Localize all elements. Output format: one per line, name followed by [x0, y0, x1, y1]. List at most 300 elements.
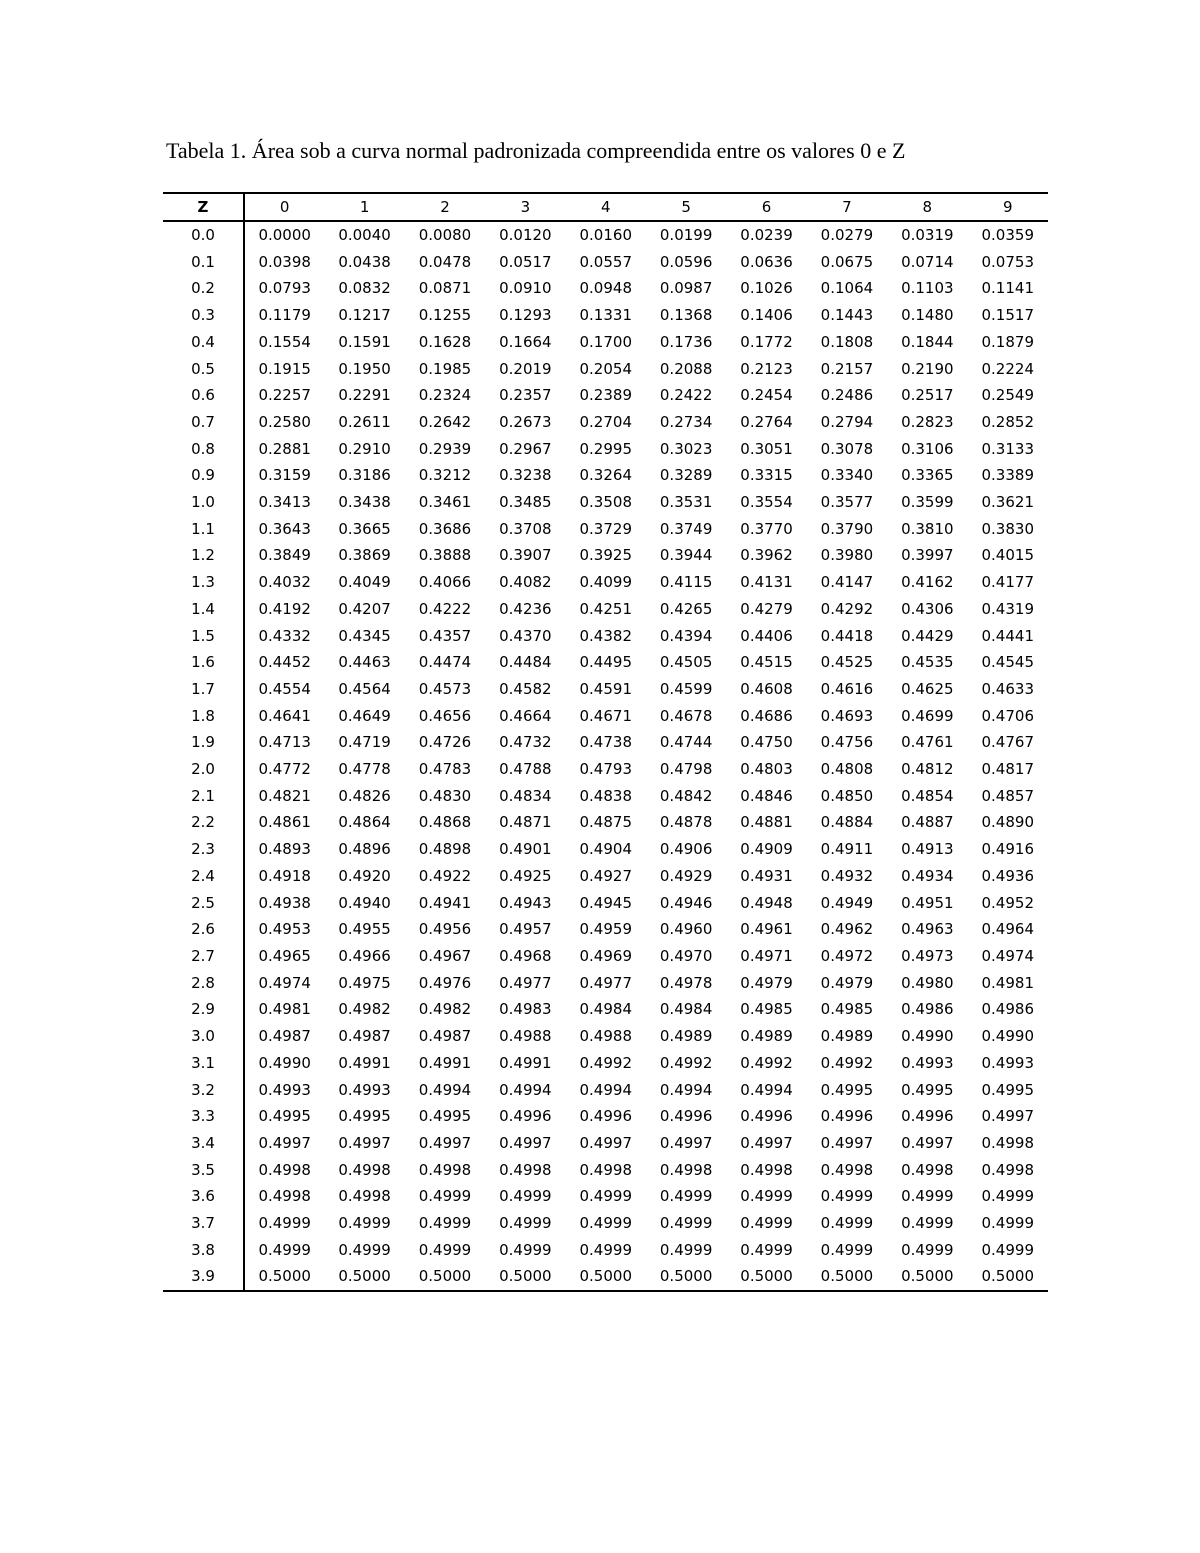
- area-value-cell: 0.0714: [901, 252, 954, 271]
- z-value-cell: 1.1: [163, 516, 244, 543]
- area-value-cell: 0.2794: [820, 412, 874, 431]
- area-value-cell: 0.4998: [820, 1160, 874, 1179]
- table-row: [163, 249, 1048, 276]
- area-value-cell: 0.5000: [324, 1263, 404, 1291]
- area-value-cell: 0.4279: [740, 599, 793, 618]
- area-value-cell: 0.4997: [659, 1133, 713, 1152]
- area-value-cell: 0.3106: [901, 439, 954, 458]
- area-value-cell: 0.4997: [579, 1133, 632, 1152]
- area-value-cell: 0.5000: [726, 1263, 806, 1291]
- area-value-cell: 0.4826: [338, 786, 391, 805]
- area-value-cell: 0.1255: [418, 306, 472, 325]
- area-value-cell: 0.2157: [820, 359, 874, 378]
- z-value-cell: 3.7: [163, 1210, 244, 1237]
- area-value-cell: 0.4049: [338, 573, 391, 592]
- area-value-cell: 0.2764: [740, 412, 793, 431]
- area-value-cell: 0.4671: [579, 706, 632, 725]
- area-value-cell: 0.2291: [338, 386, 391, 405]
- z-value-cell: 1.2: [163, 542, 244, 569]
- area-value-cell: 0.4998: [418, 1160, 472, 1179]
- area-value-cell: 0.3413: [258, 493, 311, 512]
- area-value-cell: 0.4292: [820, 599, 874, 618]
- area-value-cell: 0.0596: [659, 252, 713, 271]
- area-value-cell: 0.4857: [981, 786, 1034, 805]
- area-value-cell: 0.4131: [740, 573, 793, 592]
- area-value-cell: 0.4971: [740, 946, 793, 965]
- area-value-cell: 0.3212: [418, 466, 472, 485]
- area-value-cell: 0.0557: [579, 252, 632, 271]
- table-row: [163, 916, 1048, 943]
- table-body: [163, 221, 1048, 1291]
- area-value-cell: 0.4965: [258, 946, 311, 965]
- area-value-cell: 0.4664: [499, 706, 552, 725]
- area-value-cell: 0.5000: [968, 1263, 1048, 1291]
- area-value-cell: 0.5000: [566, 1263, 646, 1291]
- table-row: [163, 809, 1048, 836]
- area-value-cell: 0.4996: [901, 1107, 954, 1126]
- area-value-cell: 0.4306: [901, 599, 954, 618]
- area-value-cell: 0.3577: [820, 493, 874, 512]
- area-value-cell: 0.4955: [338, 920, 391, 939]
- table-row: [163, 1210, 1048, 1237]
- area-value-cell: 0.4997: [338, 1133, 391, 1152]
- table-row: [163, 970, 1048, 997]
- area-value-cell: 0.4896: [338, 840, 391, 859]
- area-value-cell: 0.4997: [258, 1133, 311, 1152]
- area-value-cell: 0.0948: [579, 279, 632, 298]
- area-value-cell: 0.4991: [499, 1053, 552, 1072]
- area-value-cell: 0.2224: [981, 359, 1034, 378]
- area-value-cell: 0.2852: [981, 412, 1034, 431]
- area-value-cell: 0.4251: [579, 599, 632, 618]
- area-value-cell: 0.4994: [418, 1080, 472, 1099]
- area-value-cell: 0.4884: [820, 813, 874, 832]
- area-value-cell: 0.1985: [418, 359, 472, 378]
- z-value-cell: 3.2: [163, 1077, 244, 1104]
- table-row: [163, 1023, 1048, 1050]
- area-value-cell: 0.3554: [740, 493, 793, 512]
- area-value-cell: 0.3643: [258, 519, 311, 538]
- z-value-cell: 0.4: [163, 329, 244, 356]
- area-value-cell: 0.4901: [499, 840, 552, 859]
- area-value-cell: 0.3708: [499, 519, 552, 538]
- area-value-cell: 0.4974: [981, 946, 1034, 965]
- table-title: Tabela 1. Área sob a curva normal padronizada compreendida entre os valores 0 e Z: [166, 138, 906, 163]
- area-value-cell: 0.4974: [258, 973, 311, 992]
- area-value-cell: 0.4999: [499, 1240, 552, 1259]
- area-value-cell: 0.4969: [579, 946, 632, 965]
- area-value-cell: 0.4177: [981, 573, 1034, 592]
- area-value-cell: 0.1026: [740, 279, 793, 298]
- area-value-cell: 0.1103: [901, 279, 954, 298]
- z-value-cell: 2.6: [163, 916, 244, 943]
- area-value-cell: 0.0871: [418, 279, 472, 298]
- area-value-cell: 0.4982: [338, 1000, 391, 1019]
- area-value-cell: 0.4989: [659, 1027, 713, 1046]
- area-value-cell: 0.4616: [820, 679, 874, 698]
- header-z: Z: [163, 193, 244, 221]
- area-value-cell: 0.4962: [820, 920, 874, 939]
- z-value-cell: 0.2: [163, 275, 244, 302]
- z-value-cell: 2.3: [163, 836, 244, 863]
- area-value-cell: 0.3264: [579, 466, 632, 485]
- area-value-cell: 0.0279: [820, 226, 874, 244]
- area-value-cell: 0.4778: [338, 760, 391, 779]
- z-value-cell: 2.7: [163, 943, 244, 970]
- area-value-cell: 0.4564: [338, 679, 391, 698]
- area-value-cell: 0.4999: [901, 1187, 954, 1206]
- area-value-cell: 0.4998: [981, 1133, 1034, 1152]
- area-value-cell: 0.4997: [740, 1133, 793, 1152]
- table-row: [163, 542, 1048, 569]
- area-value-cell: 0.4909: [740, 840, 793, 859]
- area-value-cell: 0.4999: [740, 1240, 793, 1259]
- area-value-cell: 0.4967: [418, 946, 472, 965]
- table-row: [163, 302, 1048, 329]
- header-digit: 8: [887, 193, 967, 221]
- table-row: [163, 569, 1048, 596]
- area-value-cell: 0.4988: [499, 1027, 552, 1046]
- z-value-cell: 1.9: [163, 729, 244, 756]
- area-value-cell: 0.4693: [820, 706, 874, 725]
- area-value-cell: 0.4973: [901, 946, 954, 965]
- z-value-cell: 3.6: [163, 1183, 244, 1210]
- header-digit: 6: [726, 193, 806, 221]
- area-value-cell: 0.4963: [901, 920, 954, 939]
- area-value-cell: 0.4997: [901, 1133, 954, 1152]
- area-value-cell: 0.4591: [579, 679, 632, 698]
- area-value-cell: 0.4868: [418, 813, 472, 832]
- area-value-cell: 0.4959: [579, 920, 632, 939]
- z-table: [163, 192, 1048, 1292]
- table-row: [163, 649, 1048, 676]
- area-value-cell: 0.4927: [579, 866, 632, 885]
- area-value-cell: 0.4982: [418, 1000, 472, 1019]
- z-value-cell: 0.1: [163, 249, 244, 276]
- z-value-cell: 3.1: [163, 1050, 244, 1077]
- area-value-cell: 0.4998: [740, 1160, 793, 1179]
- table-row: [163, 1077, 1048, 1104]
- area-value-cell: 0.5000: [887, 1263, 967, 1291]
- area-value-cell: 0.4992: [740, 1053, 793, 1072]
- area-value-cell: 0.4767: [981, 733, 1034, 752]
- table-row: [163, 756, 1048, 783]
- z-value-cell: 3.9: [163, 1263, 244, 1291]
- area-value-cell: 0.3438: [338, 493, 391, 512]
- area-value-cell: 0.4946: [659, 893, 713, 912]
- area-value-cell: 0.4699: [901, 706, 954, 725]
- area-value-cell: 0.1517: [981, 306, 1034, 325]
- area-value-cell: 0.3238: [499, 466, 552, 485]
- area-value-cell: 0.4999: [258, 1240, 311, 1259]
- area-value-cell: 0.1915: [258, 359, 311, 378]
- area-value-cell: 0.4990: [981, 1027, 1034, 1046]
- area-value-cell: 0.4992: [820, 1053, 874, 1072]
- area-value-cell: 0.4940: [338, 893, 391, 912]
- area-value-cell: 0.4951: [901, 893, 954, 912]
- area-value-cell: 0.1844: [901, 332, 954, 351]
- area-value-cell: 0.2580: [258, 412, 311, 431]
- area-value-cell: 0.4996: [579, 1107, 632, 1126]
- area-value-cell: 0.4998: [499, 1160, 552, 1179]
- z-value-cell: 0.0: [163, 221, 244, 249]
- area-value-cell: 0.3925: [579, 546, 632, 565]
- area-value-cell: 0.4999: [659, 1187, 713, 1206]
- area-value-cell: 0.4495: [579, 653, 632, 672]
- area-value-cell: 0.1293: [499, 306, 552, 325]
- area-value-cell: 0.4956: [418, 920, 472, 939]
- area-value-cell: 0.4162: [901, 573, 954, 592]
- area-value-cell: 0.2611: [338, 412, 391, 431]
- table-row: [163, 356, 1048, 383]
- area-value-cell: 0.4999: [981, 1187, 1034, 1206]
- area-value-cell: 0.4999: [820, 1214, 874, 1233]
- area-value-cell: 0.4633: [981, 679, 1034, 698]
- z-value-cell: 1.0: [163, 489, 244, 516]
- area-value-cell: 0.1664: [499, 332, 552, 351]
- z-value-cell: 3.5: [163, 1157, 244, 1184]
- area-value-cell: 0.4345: [338, 626, 391, 645]
- area-value-cell: 0.4998: [258, 1160, 311, 1179]
- area-value-cell: 0.1331: [579, 306, 632, 325]
- area-value-cell: 0.4756: [820, 733, 874, 752]
- z-value-cell: 3.3: [163, 1103, 244, 1130]
- area-value-cell: 0.4936: [981, 866, 1034, 885]
- area-value-cell: 0.4981: [258, 1000, 311, 1019]
- area-value-cell: 0.3159: [258, 466, 311, 485]
- area-value-cell: 0.0478: [418, 252, 472, 271]
- area-value-cell: 0.4332: [258, 626, 311, 645]
- area-value-cell: 0.4984: [659, 1000, 713, 1019]
- area-value-cell: 0.4821: [258, 786, 311, 805]
- table-row: [163, 1263, 1048, 1291]
- area-value-cell: 0.0040: [338, 226, 391, 244]
- area-value-cell: 0.3686: [418, 519, 472, 538]
- area-value-cell: 0.4934: [901, 866, 954, 885]
- area-value-cell: 0.4977: [579, 973, 632, 992]
- area-value-cell: 0.4991: [418, 1053, 472, 1072]
- area-value-cell: 0.4997: [820, 1133, 874, 1152]
- area-value-cell: 0.3340: [820, 466, 874, 485]
- area-value-cell: 0.4999: [981, 1240, 1034, 1259]
- area-value-cell: 0.4812: [901, 760, 954, 779]
- area-value-cell: 0.4999: [499, 1187, 552, 1206]
- area-value-cell: 0.4993: [901, 1053, 954, 1072]
- header-digit: 5: [646, 193, 726, 221]
- area-value-cell: 0.3508: [579, 493, 632, 512]
- area-value-cell: 0.4798: [659, 760, 713, 779]
- area-value-cell: 0.1950: [338, 359, 391, 378]
- area-value-cell: 0.4968: [499, 946, 552, 965]
- area-value-cell: 0.1554: [258, 332, 311, 351]
- area-value-cell: 0.1368: [659, 306, 713, 325]
- table-row: [163, 863, 1048, 890]
- area-value-cell: 0.4920: [338, 866, 391, 885]
- area-value-cell: 0.4985: [820, 1000, 874, 1019]
- area-value-cell: 0.2704: [579, 412, 632, 431]
- area-value-cell: 0.1179: [258, 306, 311, 325]
- area-value-cell: 0.3810: [901, 519, 954, 538]
- area-value-cell: 0.3888: [418, 546, 472, 565]
- table-row: [163, 382, 1048, 409]
- z-value-cell: 0.7: [163, 409, 244, 436]
- area-value-cell: 0.4995: [901, 1080, 954, 1099]
- area-value-cell: 0.3078: [820, 439, 874, 458]
- area-value-cell: 0.4987: [258, 1027, 311, 1046]
- table-row: [163, 1157, 1048, 1184]
- area-value-cell: 0.4986: [981, 1000, 1034, 1019]
- area-value-cell: 0.4686: [740, 706, 793, 725]
- area-value-cell: 0.4554: [258, 679, 311, 698]
- z-value-cell: 2.1: [163, 783, 244, 810]
- area-value-cell: 0.4406: [740, 626, 793, 645]
- area-value-cell: 0.4952: [981, 893, 1034, 912]
- area-value-cell: 0.3051: [740, 439, 793, 458]
- area-value-cell: 0.4916: [981, 840, 1034, 859]
- area-value-cell: 0.4997: [499, 1133, 552, 1152]
- area-value-cell: 0.3485: [499, 493, 552, 512]
- area-value-cell: 0.4996: [740, 1107, 793, 1126]
- area-value-cell: 0.4931: [740, 866, 793, 885]
- area-value-cell: 0.4115: [659, 573, 713, 592]
- area-value-cell: 0.4993: [981, 1053, 1034, 1072]
- area-value-cell: 0.4994: [659, 1080, 713, 1099]
- area-value-cell: 0.4803: [740, 760, 793, 779]
- area-value-cell: 0.0675: [820, 252, 874, 271]
- area-value-cell: 0.0239: [740, 226, 793, 244]
- area-value-cell: 0.4945: [579, 893, 632, 912]
- area-value-cell: 0.2939: [418, 439, 472, 458]
- area-value-cell: 0.4983: [499, 1000, 552, 1019]
- area-value-cell: 0.4998: [338, 1187, 391, 1206]
- area-value-cell: 0.0438: [338, 252, 391, 271]
- area-value-cell: 0.4463: [338, 653, 391, 672]
- table-row: [163, 329, 1048, 356]
- area-value-cell: 0.4830: [418, 786, 472, 805]
- area-value-cell: 0.4999: [338, 1214, 391, 1233]
- area-value-cell: 0.4738: [579, 733, 632, 752]
- area-value-cell: 0.4979: [820, 973, 874, 992]
- area-value-cell: 0.3289: [659, 466, 713, 485]
- area-value-cell: 0.4192: [258, 599, 311, 618]
- area-value-cell: 0.4999: [901, 1214, 954, 1233]
- area-value-cell: 0.3599: [901, 493, 954, 512]
- area-value-cell: 0.3461: [418, 493, 472, 512]
- area-value-cell: 0.4484: [499, 653, 552, 672]
- z-value-cell: 0.8: [163, 436, 244, 463]
- area-value-cell: 0.4608: [740, 679, 793, 698]
- area-value-cell: 0.4999: [418, 1187, 472, 1206]
- area-value-cell: 0.4793: [579, 760, 632, 779]
- area-value-cell: 0.4979: [740, 973, 793, 992]
- table-row: [163, 996, 1048, 1023]
- area-value-cell: 0.3023: [659, 439, 713, 458]
- table-row: [163, 623, 1048, 650]
- area-value-cell: 0.3531: [659, 493, 713, 512]
- area-value-cell: 0.4995: [981, 1080, 1034, 1099]
- area-value-cell: 0.1406: [740, 306, 793, 325]
- area-value-cell: 0.1628: [418, 332, 472, 351]
- area-value-cell: 0.0199: [659, 226, 713, 244]
- header-digit: 2: [405, 193, 485, 221]
- table-row: [163, 890, 1048, 917]
- area-value-cell: 0.4817: [981, 760, 1034, 779]
- area-value-cell: 0.2549: [981, 386, 1034, 405]
- area-value-cell: 0.4964: [981, 920, 1034, 939]
- area-value-cell: 0.1443: [820, 306, 874, 325]
- area-value-cell: 0.4922: [418, 866, 472, 885]
- area-value-cell: 0.4999: [659, 1214, 713, 1233]
- area-value-cell: 0.4015: [981, 546, 1034, 565]
- area-value-cell: 0.4918: [258, 866, 311, 885]
- area-value-cell: 0.2910: [338, 439, 391, 458]
- area-value-cell: 0.4990: [258, 1053, 311, 1072]
- area-value-cell: 0.2324: [418, 386, 472, 405]
- area-value-cell: 0.4911: [820, 840, 874, 859]
- area-value-cell: 0.2190: [901, 359, 954, 378]
- area-value-cell: 0.4222: [418, 599, 472, 618]
- area-value-cell: 0.4656: [418, 706, 472, 725]
- area-value-cell: 0.2517: [901, 386, 954, 405]
- area-value-cell: 0.3997: [901, 546, 954, 565]
- area-value-cell: 0.4999: [740, 1187, 793, 1206]
- z-value-cell: 2.0: [163, 756, 244, 783]
- area-value-cell: 0.0832: [338, 279, 391, 298]
- area-value-cell: 0.3790: [820, 519, 874, 538]
- area-value-cell: 0.3962: [740, 546, 793, 565]
- area-value-cell: 0.4986: [901, 1000, 954, 1019]
- table-row: [163, 836, 1048, 863]
- area-value-cell: 0.3980: [820, 546, 874, 565]
- area-value-cell: 0.4999: [258, 1214, 311, 1233]
- area-value-cell: 0.3621: [981, 493, 1034, 512]
- area-value-cell: 0.3869: [338, 546, 391, 565]
- area-value-cell: 0.4871: [499, 813, 552, 832]
- area-value-cell: 0.4957: [499, 920, 552, 939]
- area-value-cell: 0.0120: [499, 226, 552, 244]
- area-value-cell: 0.4981: [981, 973, 1034, 992]
- z-value-cell: 0.3: [163, 302, 244, 329]
- area-value-cell: 0.4989: [740, 1027, 793, 1046]
- header-digit: 4: [566, 193, 646, 221]
- area-value-cell: 0.4357: [418, 626, 472, 645]
- area-value-cell: 0.0910: [499, 279, 552, 298]
- area-value-cell: 0.4999: [820, 1240, 874, 1259]
- z-value-cell: 1.7: [163, 676, 244, 703]
- area-value-cell: 0.2422: [659, 386, 713, 405]
- area-value-cell: 0.4842: [659, 786, 713, 805]
- header-digit: 7: [807, 193, 887, 221]
- area-value-cell: 0.3365: [901, 466, 954, 485]
- area-value-cell: 0.4932: [820, 866, 874, 885]
- area-value-cell: 0.2123: [740, 359, 793, 378]
- area-value-cell: 0.4535: [901, 653, 954, 672]
- area-value-cell: 0.4582: [499, 679, 552, 698]
- area-value-cell: 0.5000: [807, 1263, 887, 1291]
- area-value-cell: 0.2454: [740, 386, 793, 405]
- area-value-cell: 0.4994: [499, 1080, 552, 1099]
- area-value-cell: 0.4788: [499, 760, 552, 779]
- area-value-cell: 0.4719: [338, 733, 391, 752]
- area-value-cell: 0.4989: [820, 1027, 874, 1046]
- area-value-cell: 0.0398: [258, 252, 311, 271]
- area-value-cell: 0.4452: [258, 653, 311, 672]
- z-value-cell: 0.6: [163, 382, 244, 409]
- area-value-cell: 0.4998: [579, 1160, 632, 1179]
- area-value-cell: 0.4943: [499, 893, 552, 912]
- table-row: [163, 1237, 1048, 1264]
- area-value-cell: 0.4925: [499, 866, 552, 885]
